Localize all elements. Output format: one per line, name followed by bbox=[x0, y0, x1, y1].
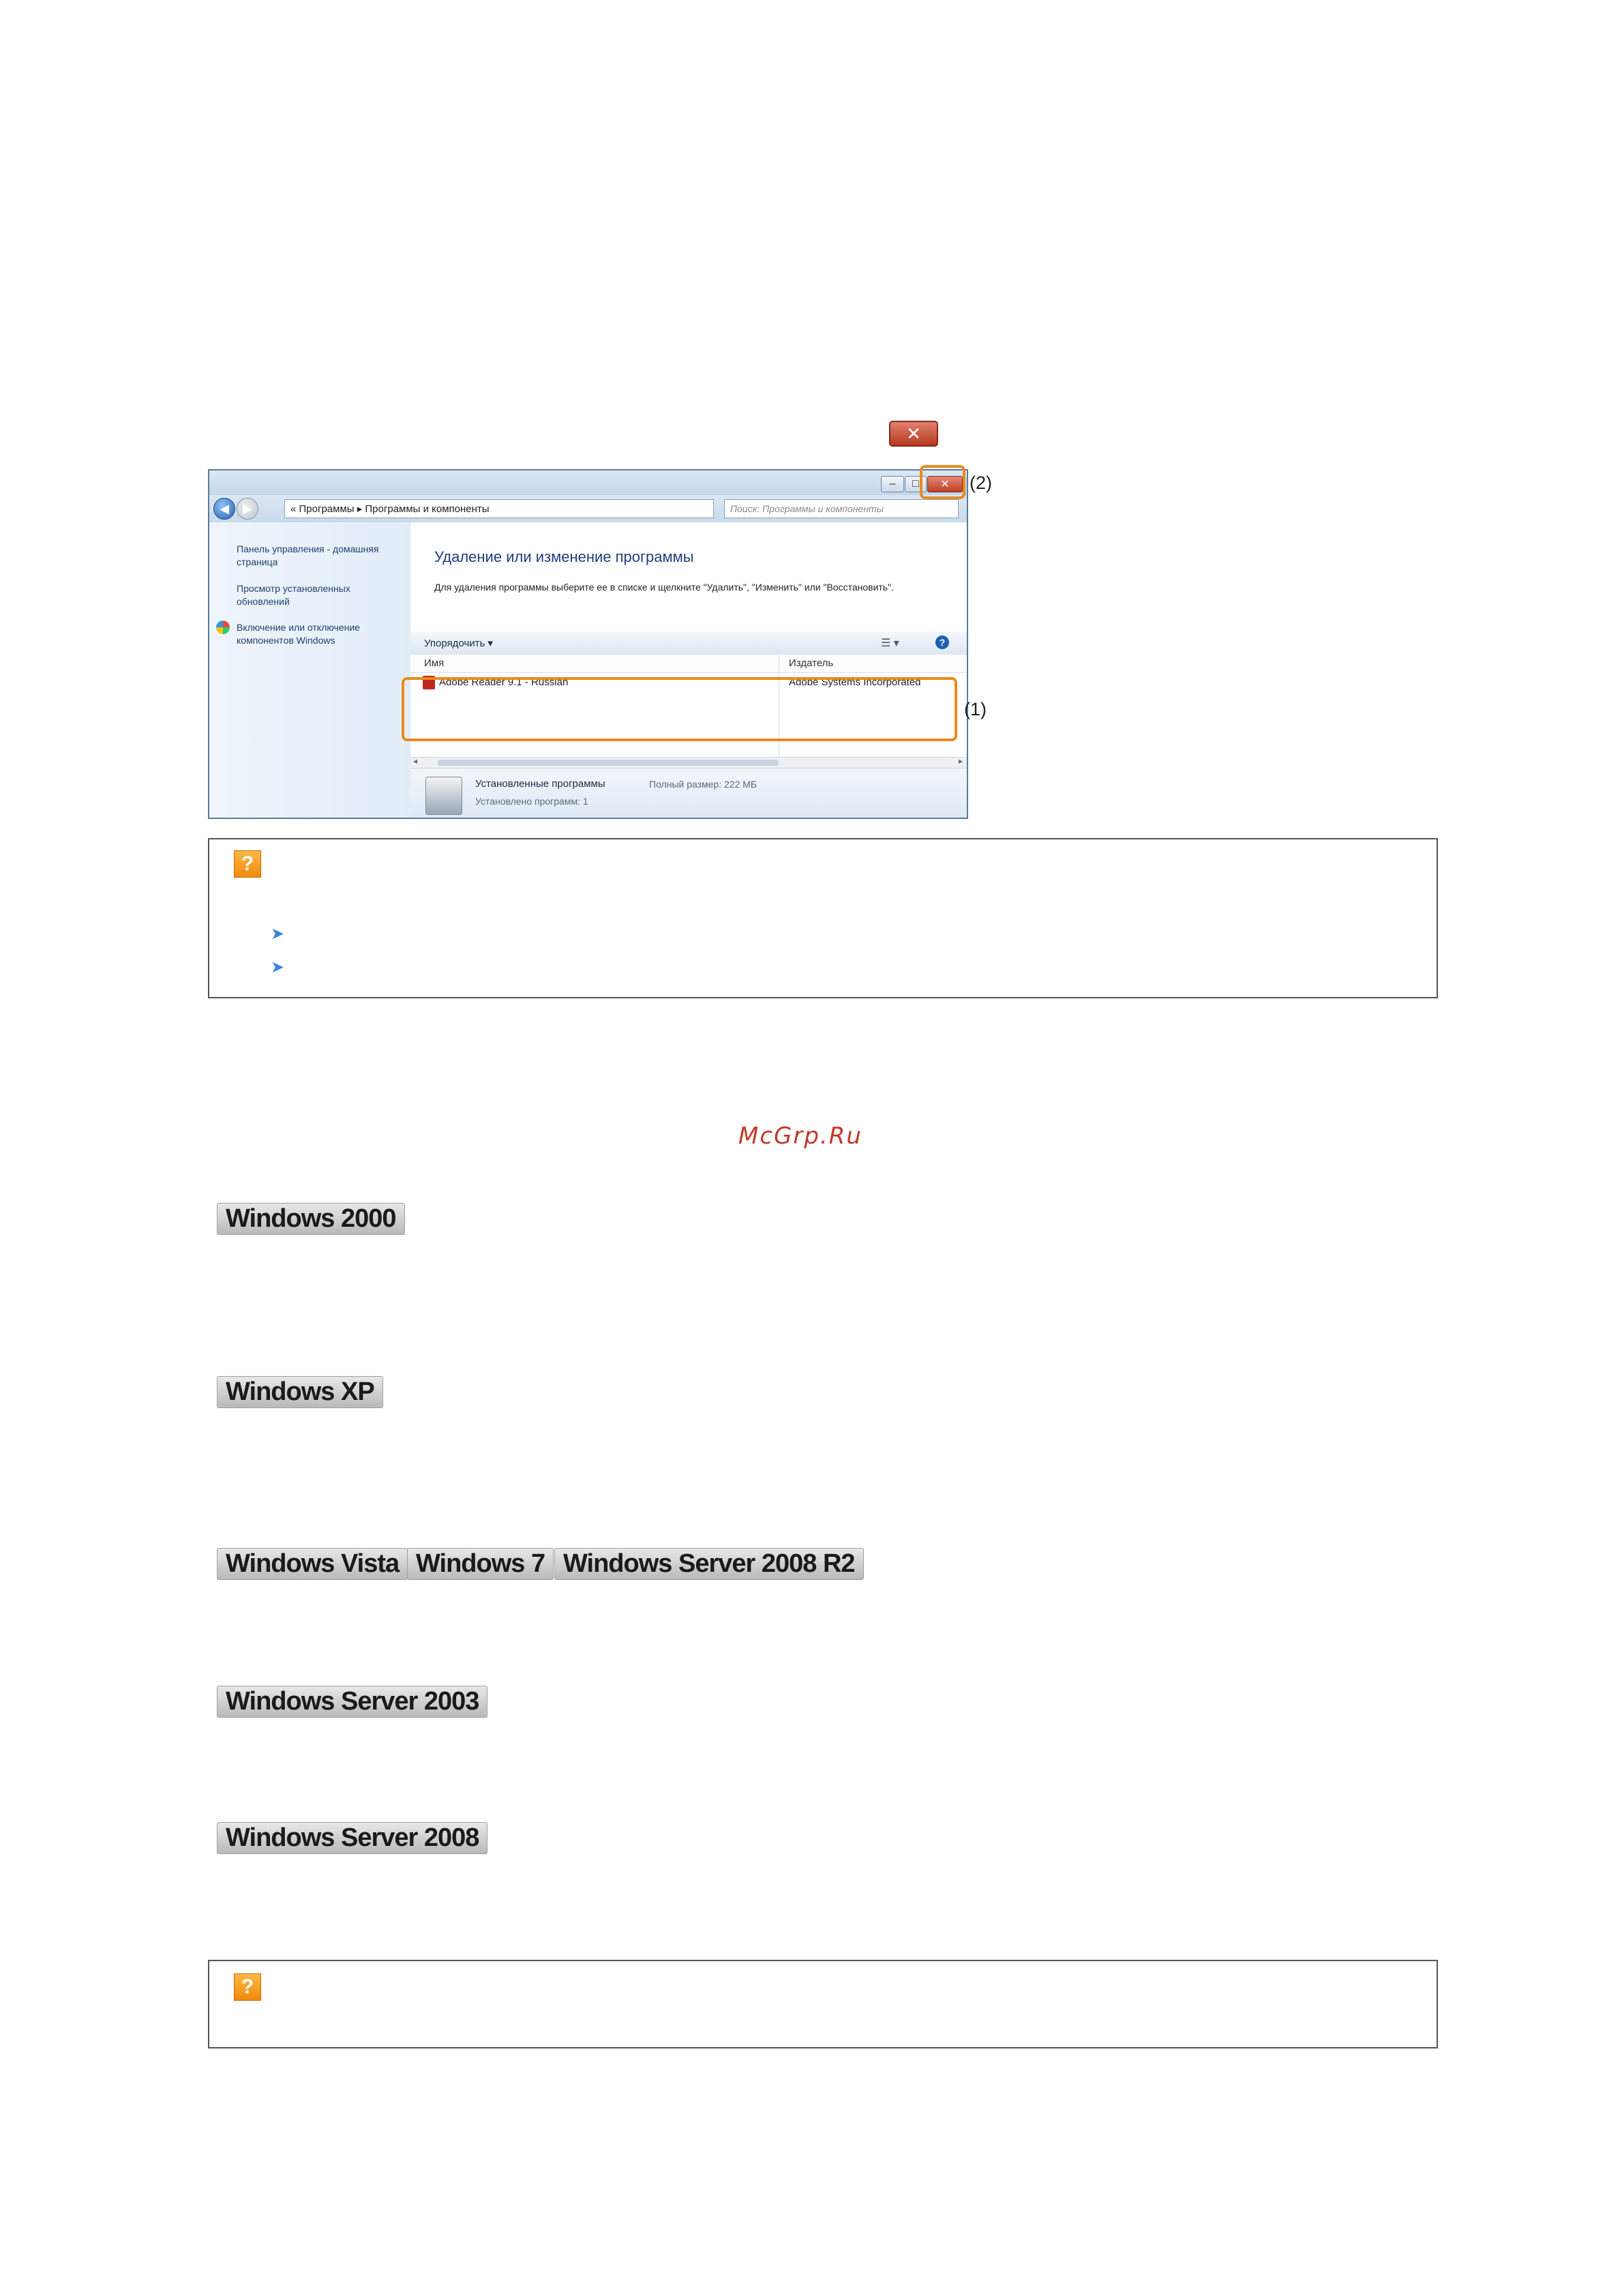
details-pane bbox=[410, 768, 967, 819]
link-arrow-icon[interactable]: ➤ bbox=[271, 958, 285, 976]
command-toolbar bbox=[410, 631, 967, 655]
callout-close-highlight bbox=[920, 465, 965, 499]
badge-windows-xp: Windows XP bbox=[217, 1376, 383, 1408]
program-name: Adobe Reader 9.1 - Russian bbox=[439, 676, 569, 688]
search-input[interactable]: Поиск: Программы и компоненты bbox=[724, 499, 959, 518]
windows-features-link[interactable]: Включение или отключение компонентов Windows bbox=[237, 622, 360, 646]
badge-windows-7: Windows 7 bbox=[407, 1548, 554, 1580]
programs-and-features-window bbox=[208, 469, 968, 819]
view-installed-updates-link[interactable]: Просмотр установленных обновлений bbox=[237, 583, 350, 607]
question-icon: ? bbox=[234, 850, 261, 878]
badge-windows-server-2008-r2: Windows Server 2008 R2 bbox=[554, 1548, 864, 1580]
total-size: Полный размер: 222 МБ bbox=[649, 779, 757, 790]
address-bar[interactable]: « Программы ▸ Программы и компоненты bbox=[284, 499, 714, 518]
views-icon[interactable]: ☰ ▾ bbox=[881, 638, 899, 649]
installed-programs-title: Установленные программы bbox=[475, 778, 605, 790]
column-name[interactable]: Имя bbox=[424, 657, 445, 669]
callout-label-1: (1) bbox=[964, 699, 987, 719]
scroll-left-icon[interactable]: ◂ bbox=[413, 756, 418, 766]
shield-icon bbox=[216, 621, 230, 634]
forward-arrow-icon[interactable]: ▶ bbox=[237, 498, 258, 520]
horizontal-scrollbar[interactable] bbox=[410, 757, 967, 769]
help-icon[interactable]: ? bbox=[935, 636, 949, 649]
program-publisher: Adobe Systems Incorporated bbox=[789, 676, 921, 688]
scroll-thumb[interactable] bbox=[438, 760, 779, 766]
main-pane bbox=[410, 522, 967, 819]
installed-count: Установлено программ: 1 bbox=[475, 796, 588, 807]
link-arrow-icon[interactable]: ➤ bbox=[271, 925, 285, 943]
column-publisher[interactable]: Издатель bbox=[789, 657, 834, 669]
organize-button[interactable]: Упорядочить ▾ bbox=[424, 638, 493, 649]
window-titlebar bbox=[209, 471, 967, 495]
maximize-button[interactable]: □ bbox=[905, 476, 927, 492]
page-description: Для удаления программы выберите ее в списке и щелкните "Удалить", "Изменить" или "Восстановить". bbox=[434, 582, 894, 593]
badge-windows-server-2008: Windows Server 2008 bbox=[217, 1822, 487, 1854]
badge-windows-server-2003: Windows Server 2003 bbox=[217, 1686, 487, 1718]
badge-windows-vista: Windows Vista bbox=[217, 1548, 408, 1580]
badge-windows-2000: Windows 2000 bbox=[217, 1203, 405, 1235]
scroll-right-icon[interactable]: ▸ bbox=[958, 756, 963, 766]
installed-programs-icon bbox=[425, 777, 462, 815]
page-title: Удаление или изменение программы bbox=[434, 548, 694, 565]
callout-label-2: (2) bbox=[970, 473, 992, 493]
callout-row-highlight bbox=[402, 677, 957, 741]
column-header bbox=[410, 655, 967, 673]
question-icon: ? bbox=[234, 1973, 261, 2001]
close-icon: ✕ bbox=[889, 421, 938, 447]
address-row bbox=[209, 495, 967, 522]
back-arrow-icon[interactable]: ◀ bbox=[213, 498, 235, 520]
hint-box bbox=[208, 1960, 1438, 2048]
control-panel-home-link[interactable]: Панель управления - домашняя страница bbox=[237, 543, 379, 567]
watermark: McGrp.Ru bbox=[738, 1122, 862, 1150]
window-close-button[interactable]: ✕ bbox=[927, 476, 963, 492]
hint-box bbox=[208, 838, 1438, 998]
left-task-pane bbox=[209, 522, 410, 819]
minimize-button[interactable]: – bbox=[881, 476, 904, 492]
